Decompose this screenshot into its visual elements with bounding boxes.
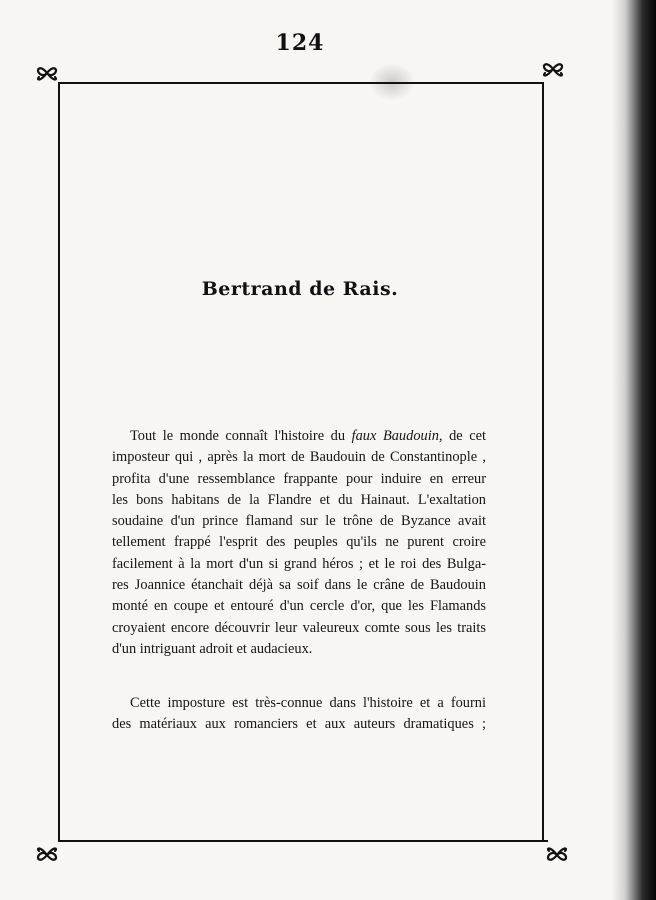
paragraph-line: facilement à la mort d'un si grand héros ; et le roi des Bulga- (112, 555, 486, 572)
paragraph-line: soudaine d'un prince flamand sur le trône de Byzance avait (112, 513, 486, 530)
paragraph-line: tellement frappé l'esprit des peuples qu'ils ne purent croire (112, 534, 486, 551)
paragraph-line: imposteur qui , après la mort de Baudouin de Constantinople , (112, 449, 486, 466)
paragraph-line (112, 426, 486, 447)
paragraph-line: d'un intriguant adroit et audacieux. (112, 640, 313, 657)
paragraph-line: monté en coupe et entouré d'un cercle d'or, que les Flamands (112, 598, 486, 615)
frame-top-rule (58, 82, 544, 84)
frame-left-rule (58, 82, 60, 842)
paragraph-line: Cette imposture est très-connue dans l'histoire et a fourni (130, 695, 486, 711)
paragraph-2 (112, 693, 486, 736)
line-text: de cet (442, 428, 486, 444)
corner-flourish-icon (540, 56, 566, 82)
paragraph-line: res Joannice étanchait déjà sa soif dans le crâne de Baudouin (112, 577, 486, 594)
paragraph-line: profita d'une ressemblance frappante pour induire en erreur (112, 470, 486, 487)
emphasized-title: faux Baudouin, (351, 428, 443, 444)
corner-flourish-icon (34, 60, 60, 86)
chapter-title: Bertrand de Rais. (201, 278, 399, 300)
binding-shadow (612, 0, 656, 900)
paragraph-line: des matériaux aux romanciers et aux auteurs dramatiques ; (112, 716, 486, 733)
corner-flourish-icon (34, 842, 60, 868)
frame-right-rule (542, 82, 544, 842)
frame-bottom-rule (58, 840, 548, 842)
line-text: Tout le monde connaît l'histoire du (130, 428, 352, 444)
paragraph-line: croyaient encore découvrir leur valeureux comte sous les traits (112, 619, 486, 636)
corner-flourish-icon (544, 842, 570, 868)
paragraph-1 (112, 426, 486, 660)
page-number: 124 (275, 30, 325, 56)
paragraph-line: les bons habitans de la Flandre et du Hainaut. L'exaltation (112, 491, 486, 508)
